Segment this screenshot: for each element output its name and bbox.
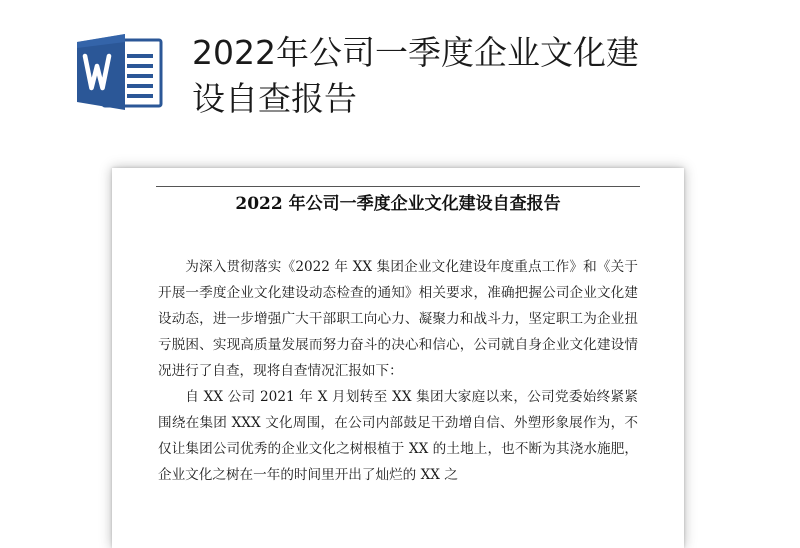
- document-title: 2022 年公司一季度企业文化建设自查报告: [235, 194, 561, 214]
- word-document-icon: [77, 32, 163, 112]
- paragraph-1: 为深入贯彻落实《2022 年 XX 集团企业文化建设年度重点工作》和《关于开展一季度企业文化建设动态检查的通知》相关要求，准确把握公司企业文化建设动态，进一步增强广大干部职工向心力、凝聚力和战斗力，坚定职工为企业扭亏脱困、实现高质量发展而努力奋斗的决心和信心，公司就自身企业文化建设情况进行了自查，现将自查情况汇报如下：: [158, 259, 638, 379]
- header-title: 2022年公司一季度企业文化建设自查报告: [192, 33, 639, 118]
- document-page: [112, 168, 684, 548]
- header-rule: [156, 186, 640, 187]
- document-body: [158, 254, 638, 488]
- paragraph-2: 自 XX 公司 2021 年 X 月划转至 XX 集团大家庭以来，公司党委始终紧紧围绕在集团 XXX 文化周围，在公司内部鼓足干劲增自信、外塑形象展作为，不仅让集团公司优秀的企业文化之树根植于 XX 的土地上，也不断为其浇水施肥，企业文化之树在一年的时间里开出了灿烂的 XX 之: [158, 389, 638, 483]
- preview-header: [0, 0, 800, 150]
